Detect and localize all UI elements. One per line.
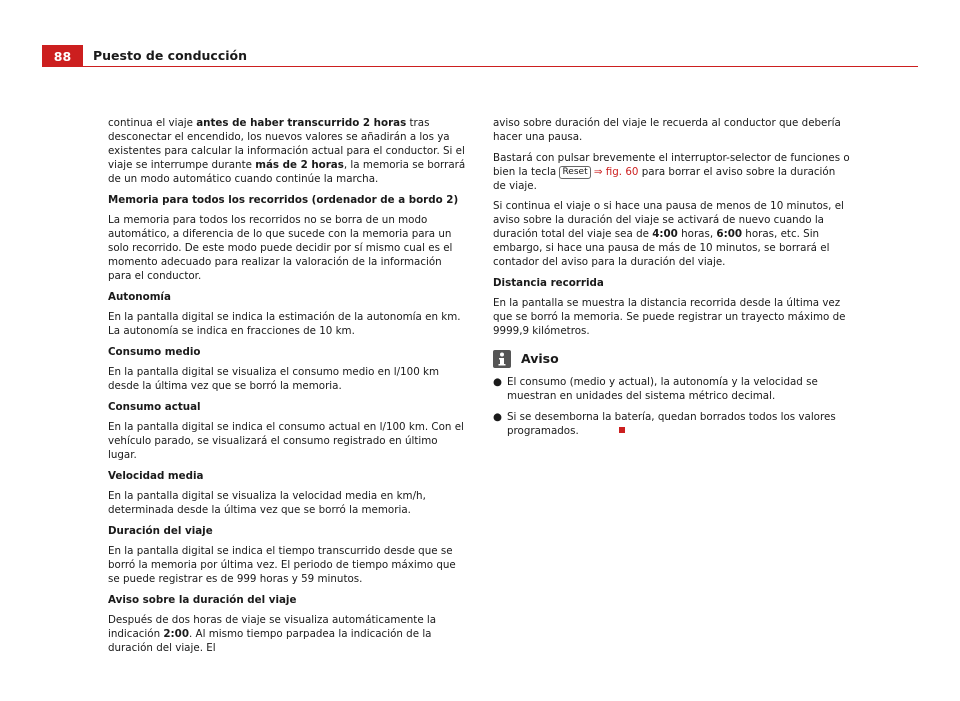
heading-velocidad-media: Velocidad media	[108, 469, 204, 482]
heading-autonomia: Autonomía	[108, 290, 171, 303]
aviso-header	[493, 350, 851, 368]
heading-distancia: Distancia recorrida	[493, 276, 604, 289]
paragraph-aviso-continued: aviso sobre duración del viaje le recuerda al conductor que debería hacer una pausa.	[493, 117, 841, 143]
bullet-glyph: ●	[493, 376, 502, 388]
end-of-section-mark	[619, 427, 625, 433]
paragraph-distancia: En la pantalla se muestra la distancia recorrida desde la última vez que se borró la memoria. Se puede registrar un trayecto máximo de 9999,9 kilómetros.	[493, 297, 846, 337]
figure-link[interactable]: ⇒ fig. 60	[590, 165, 639, 178]
page-number: 88	[42, 45, 83, 67]
header-rule	[83, 66, 918, 68]
bullet-glyph: ●	[493, 410, 502, 423]
list-item	[493, 410, 851, 438]
bullet-text: Si se desemborna la batería, quedan borrados todos los valores programados.	[507, 410, 836, 437]
paragraph-memoria: La memoria para todos los recorridos no se borra de un modo automático, a diferencia de lo que sucede con la memoria para un solo recorrido. De este modo puede decidir por sí mismo cual es el momento adecuado para realizar la valoración de la información para el conductor.	[108, 214, 453, 282]
paragraph-autonomia: En la pantalla digital se indica la estimación de la autonomía en km. La autonomía se indica en fracciones de 10 km.	[108, 311, 461, 337]
paragraph-duracion-viaje: En la pantalla digital se indica el tiempo transcurrido desde que se borró la memoria por última vez. El periodo de tiempo máximo que se puede registrar es de 999 horas y 59 minutos.	[108, 545, 456, 585]
heading-memoria: Memoria para todos los recorridos (ordenador de a bordo 2)	[108, 193, 459, 206]
heading-duracion-viaje: Duración del viaje	[108, 524, 213, 537]
paragraph-velocidad-media: En la pantalla digital se visualiza la velocidad media en km/h, determinada desde la última vez que se borró la memoria.	[108, 490, 426, 516]
right-column	[493, 116, 851, 444]
paragraph-consumo-actual: En la pantalla digital se indica el consumo actual en l/100 km. Con el vehículo parado, se visualizará el consumo registrado en último lugar.	[108, 421, 464, 461]
intro-paragraph: continua el viaje antes de haber transcurrido 2 horas tras desconectar el encendido, los nuevos valores se añadirán a los ya existentes para calcular la información actual para el conductor. Si el viaje se interrumpe durante más de 2 horas, la memoria se borrará de un modo automático cuando continúe la marcha.	[108, 117, 466, 185]
paragraph-pausa: Si continua el viaje o si hace una pausa de menos de 10 minutos, el aviso sobre la duración del viaje se activará de nuevo cuando la duración total del viaje sea de 4:00 horas, 6:00 horas, etc. Sin embargo, si hace una pausa de más de 10 minutos, se borrará el contador del aviso para la duración del viaje.	[493, 200, 844, 268]
section-title: Puesto de conducción	[93, 48, 248, 63]
heading-consumo-actual: Consumo actual	[108, 400, 201, 413]
heading-consumo-medio: Consumo medio	[108, 345, 201, 358]
page-header	[42, 45, 918, 67]
aviso-title: Aviso	[521, 351, 559, 366]
heading-aviso-duracion: Aviso sobre la duración del viaje	[108, 593, 297, 606]
left-column	[108, 116, 466, 662]
paragraph-consumo-medio: En la pantalla digital se visualiza el consumo medio en l/100 km desde la última vez que se borró la memoria.	[108, 366, 440, 392]
paragraph-reset: Bastará con pulsar brevemente el interruptor-selector de funciones o bien la tecla Reset ⇒ fig. 60 para borrar el aviso sobre la duración de viaje.	[493, 151, 850, 192]
paragraph-aviso-duracion: Después de dos horas de viaje se visualiza automáticamente la indicación 2:00. Al mismo tiempo parpadea la indicación de la duración del viaje. El	[108, 614, 437, 654]
info-person-icon	[493, 350, 511, 368]
list-item	[493, 375, 851, 403]
reset-key: Reset	[559, 166, 590, 179]
bullet-text: El consumo (medio y actual), la autonomía y la velocidad se muestran en unidades del sistema métrico decimal.	[507, 376, 818, 402]
